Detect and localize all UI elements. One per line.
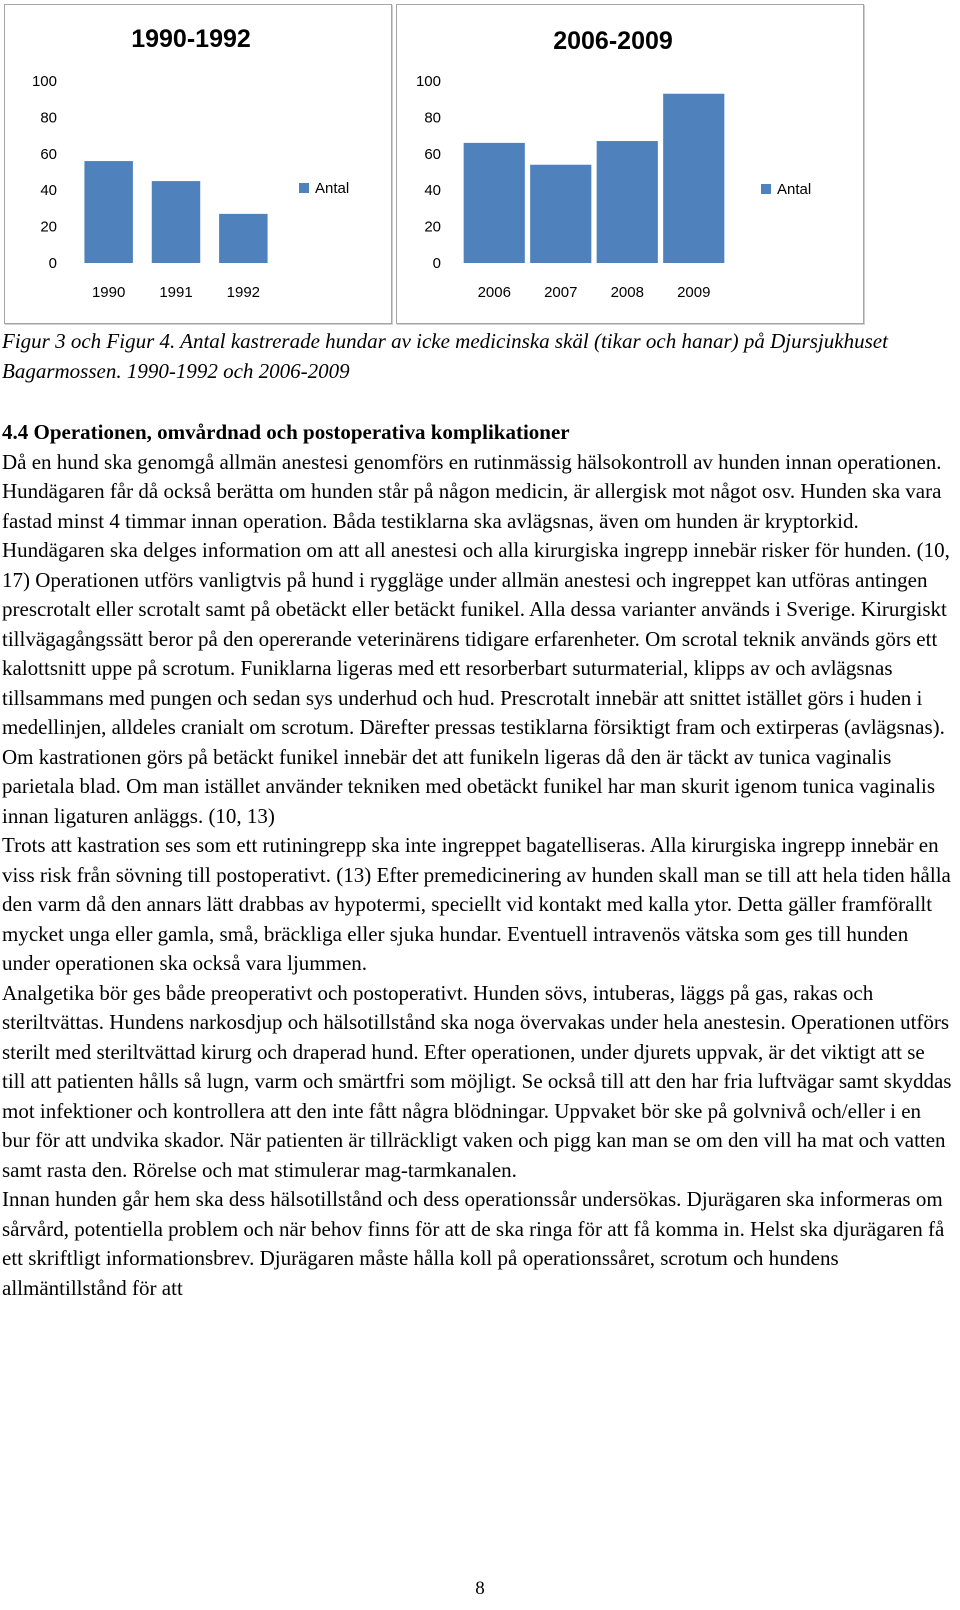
- paragraph: Innan hunden går hem ska dess hälsotillstånd och dess operationssår undersökas. Djurägaren ska informeras om sårvård, potentiella problem och när behov finns för att de ska ringa för att få komma in. Helst ska djurägaren få ett skriftligt informationsbrev. Djurägaren måste hålla koll på operationssåret, scrotum och hundens allmäntillstånd för att: [2, 1187, 945, 1300]
- paragraph: Då en hund ska genomgå allmän anestesi genomförs en rutinmässig hälsokontroll av hunden innan operationen. Hundägaren får då också berätta om hunden står på någon medicin, är allergisk mot något osv. Hunden ska vara fastad minst 4 timmar innan operation. Båda testiklarna ska avlägsnas, även om hunden är kryptorkid. Hundägaren ska delges information om att all anestesi och alla kirurgiska ingrepp innebär risker för hunden. (10, 17) Operationen utförs vanligtvis på hund i ryggläge under allmän anestesi och ingreppet kan utföras antingen prescrotalt eller scrotalt samt på obetäckt eller betäckt funikel. Alla dessa varianter används i Sverige. Kirurgiskt tillvägagångssätt beror på den opererande veterinärens tidigare erfarenheter. Om scrotal teknik används görs ett kalottsnitt uppe på scrotum. Funiklarna ligeras med ett resorberbart suturmaterial, klipps av och avlägsnas tillsammans med pungen och sedan sys underhud och hud. Prescrotalt innebär att snittet istället görs i huden i medellinjen, alldeles cranialt om scrotum. Därefter pressas testiklarna försiktigt fram och extirperas (avlägsnas). Om kastrationen görs på betäckt funikel innebär det att funikeln ligeras då den är täckt av tunica vaginalis parietala blad. Om man istället använder tekniken med obetäckt funikel har man skurit igenom tunica vaginalis innan ligaturen anläggs. (10, 13): [2, 449, 950, 828]
- legend-label: Antal: [777, 181, 812, 198]
- x-tick-label: 1991: [159, 284, 193, 301]
- y-tick-label: 60: [424, 145, 441, 163]
- x-tick-label: 2006: [477, 284, 511, 301]
- y-tick-label: 0: [48, 255, 57, 272]
- x-tick-label: 2009: [677, 284, 711, 301]
- y-tick-label: 40: [424, 182, 441, 200]
- y-tick-label: 40: [40, 182, 57, 200]
- y-tick-label: 20: [40, 218, 57, 236]
- bar-2006: [464, 143, 525, 263]
- x-tick-label: 1990: [91, 284, 126, 301]
- legend-swatch: [761, 184, 771, 194]
- bar-1992: [219, 214, 267, 263]
- x-tick-label: 1992: [226, 284, 261, 301]
- bar-1990: [84, 161, 132, 263]
- y-tick-label: 20: [424, 218, 441, 236]
- y-tick-label: 60: [40, 145, 57, 163]
- y-tick-label: 0: [432, 255, 441, 272]
- y-tick-label: 100: [415, 73, 441, 90]
- chart-2006-2009-svg: [397, 5, 863, 323]
- section-body: [2, 418, 952, 1303]
- chart-title: 2006-2009: [553, 27, 673, 55]
- bar-2009: [663, 94, 724, 263]
- chart-title: 1990-1992: [131, 25, 251, 53]
- section-heading: 4.4 Operationen, omvårdnad och postoperativa komplikationer: [2, 420, 570, 444]
- paragraph: Trots att kastration ses som ett rutiningrepp ska inte ingreppet bagatelliseras. Alla kirurgiska ingrepp innebär en viss risk från sövning till postoperativt. (13) Efter premedicinering av hunden skall man se till att hela tiden hålla den varm då den annars lätt drabbas av hypotermi, speciellt vid kontakt med kalla ytor. Detta gäller framförallt mycket unga eller gamla, små, bräckliga eller sjuka hundar. Eventuell intravenös vätska som ges till hunden under operationen ska också vara ljummen.: [2, 833, 951, 975]
- x-tick-label: 2007: [544, 284, 578, 301]
- chart-1990-1992: [4, 4, 392, 324]
- x-tick-label: 2008: [610, 284, 644, 301]
- bar-1991: [152, 181, 200, 263]
- legend-swatch: [299, 183, 309, 193]
- page-number: 8: [475, 1578, 485, 1599]
- bar-2008: [597, 141, 658, 263]
- chart-1990-1992-svg: [5, 5, 391, 323]
- y-tick-label: 100: [31, 73, 57, 90]
- y-tick-label: 80: [40, 109, 57, 127]
- bar-2007: [530, 165, 591, 263]
- legend-label: Antal: [315, 180, 350, 197]
- figure-caption: Figur 3 och Figur 4. Antal kastrerade hundar av icke medicinska skäl (tikar och hanar) på Djursjukhuset Bagarmossen. 1990-1992 och 2006-2009: [2, 329, 888, 383]
- y-tick-label: 80: [424, 109, 441, 127]
- chart-2006-2009: [396, 4, 864, 324]
- paragraph: Analgetika bör ges både preoperativt och postoperativt. Hunden sövs, intuberas, läggs på gas, rakas och steriltvättas. Hundens narkosdjup och hälsotillstånd ska noga övervakas under hela anestesin. Operationen utförs sterilt med steriltvättad kirurg och draperad hund. Efter operationen, under djurets uppvak, är det viktigt att se till att patienten hålls så lugn, varm och smärtfri som möjligt. Se också till att den har fria luftvägar samt skyddas mot infektioner och kontrollera att den inte fått några blödningar. Uppvaket bör ske på golvnivå och/eller i en bur för att undvika skador. När patienten är tillräckligt vaken och pigg kan man se om den vill ha mat och vatten samt rasta den. Rörelse och mat stimulerar mag-tarmkanalen.: [2, 980, 952, 1182]
